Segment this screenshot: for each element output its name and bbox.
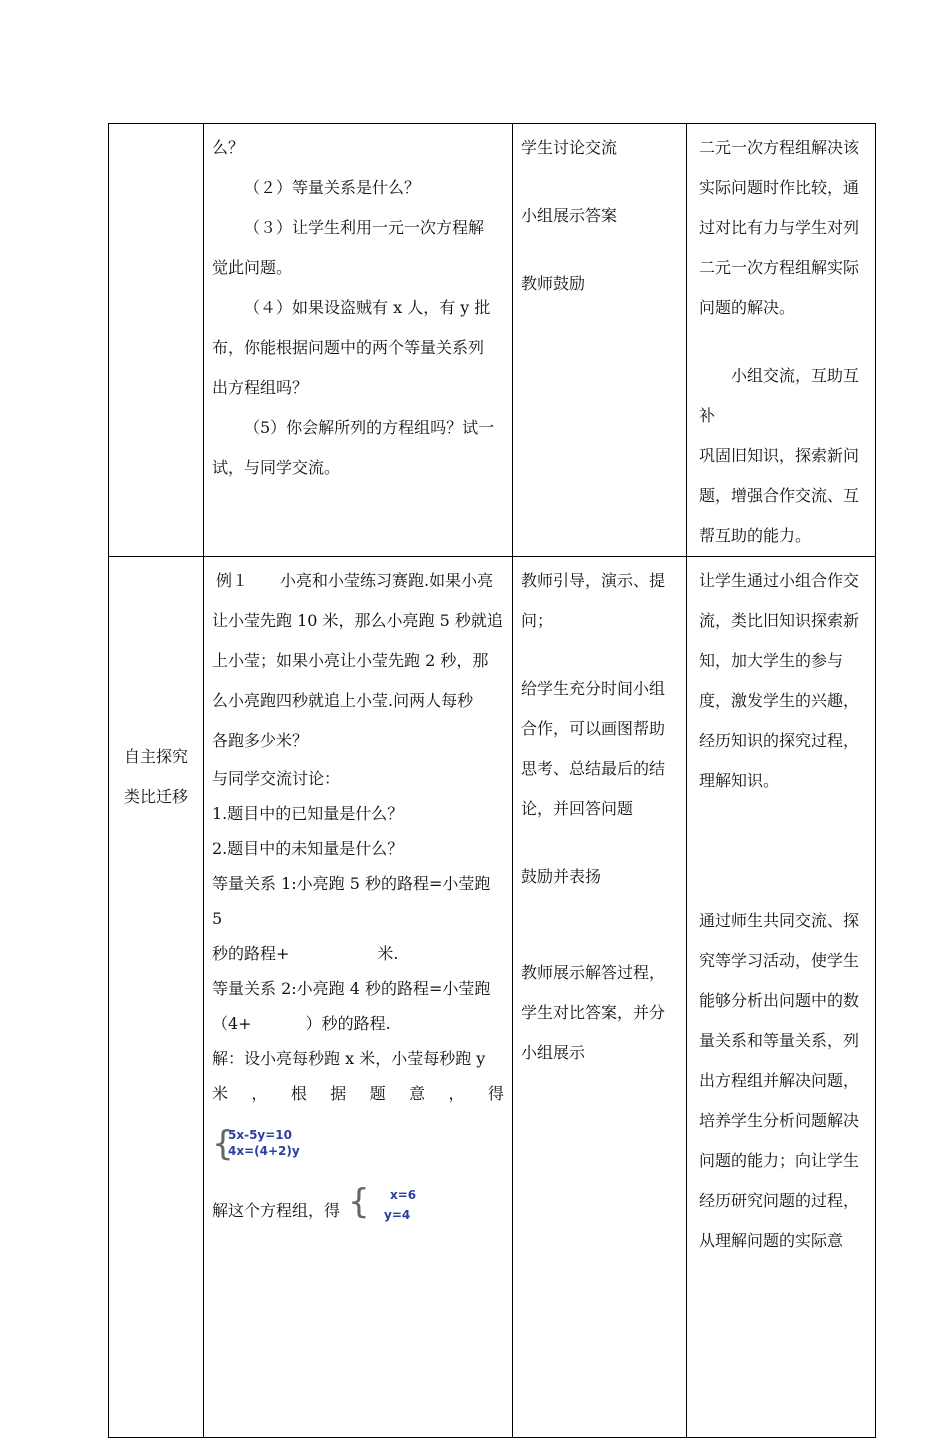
intent-line: 出方程组并解决问题，: [699, 1071, 860, 1090]
brace-icon: {: [212, 1124, 234, 1164]
activity-line: 问；: [521, 611, 554, 630]
intent-line: 知，加大学生的参与: [699, 651, 844, 670]
solution-value: x=6: [390, 1188, 417, 1202]
activity-line: 小组展示答案: [521, 206, 618, 225]
intent-line: 从理解问题的实际意: [699, 1231, 844, 1250]
activity-line: 学生对比答案，并分: [521, 1003, 666, 1022]
stage-cell: [109, 557, 204, 1438]
solution-value: y=4: [384, 1208, 411, 1222]
equation-system: [212, 1117, 504, 1179]
example-line: 各跑多少米？: [212, 731, 309, 750]
solve-line: 解：设小亮每秒跑 x 米，小莹每秒跑 y: [212, 1049, 486, 1068]
equation-line: 等量关系 2:小亮跑 4 秒的路程=小莹跑: [212, 979, 491, 998]
intent-line: 问题的能力；向让学生: [699, 1151, 860, 1170]
content-line: 出方程组吗？: [212, 378, 309, 397]
example-line: 上小莹；如果小亮让小莹先跑 2 秒，那: [212, 651, 489, 670]
intent-line: 二元一次方程组解实际: [699, 258, 860, 277]
intent-line: 过对比有力与学生对列: [699, 218, 860, 237]
intent-line: 经历研究问题的过程，: [699, 1191, 860, 1210]
equation-line: （4+ ）秒的路程.: [212, 1014, 391, 1033]
teaching-content-cell: [204, 557, 513, 1438]
discuss-line: 1.题目中的已知量是什么？: [212, 804, 404, 823]
content-line: （5）你会解所列的方程组吗？试一: [244, 418, 495, 437]
intent-line: 二元一次方程组解决该: [699, 138, 860, 157]
intent-line: 让学生通过小组合作交: [699, 571, 860, 590]
activity-line: 论，并回答问题: [521, 799, 634, 818]
activity-line: 教师引导，演示、提: [521, 571, 666, 590]
stage-label: 类比迁移: [123, 787, 188, 806]
example-line: 例１ 小亮和小莹练习赛跑.如果小亮: [216, 571, 494, 590]
system-equation: 4x=(4+2)y: [228, 1144, 300, 1158]
discuss-line: 2.题目中的未知量是什么？: [212, 839, 404, 858]
content-line: 布，你能根据问题中的两个等量关系列: [212, 338, 485, 357]
table-row: [109, 124, 876, 557]
stage-label: 自主探究: [123, 747, 188, 766]
activity-line: 教师展示解答过程，: [521, 963, 666, 982]
brace-icon: {: [348, 1182, 370, 1222]
example-line: 么小亮跑四秒就追上小莹.问两人每秒: [212, 691, 474, 710]
lesson-table: [108, 123, 876, 1438]
activity-line: 思考、总结最后的结: [521, 759, 666, 778]
activity-line: 教师鼓励: [521, 274, 586, 293]
example-line: 让小莹先跑 10 米，那么小亮跑 5 秒就追: [212, 611, 503, 630]
content-line: （４）如果设盗贼有 x 人，有 y 批: [244, 298, 491, 317]
intent-line: 究等学习活动，使学生: [699, 951, 860, 970]
intent-line: 培养学生分析问题解决: [699, 1111, 860, 1130]
intent-line: 能够分析出问题中的数: [699, 991, 860, 1010]
stage-cell-empty: [109, 124, 204, 557]
intent-line: 经历知识的探究过程，: [699, 731, 860, 750]
activity-line: 合作，可以画图帮助: [521, 719, 666, 738]
solution-line: 解这个方程组，得 { x=6 y=4: [212, 1182, 417, 1222]
discuss-line: 与同学交流讨论：: [212, 769, 341, 788]
activity-line: 小组展示: [521, 1043, 586, 1062]
intent-line: 度，激发学生的兴趣，: [699, 691, 860, 710]
intent-line: 问题的解决。: [699, 298, 796, 317]
intent-line: 小组交流，互助互补: [699, 366, 860, 425]
activity-line: 鼓励并表扬: [521, 867, 602, 886]
content-line: （３）让学生利用一元一次方程解: [244, 218, 485, 237]
intent-line: 帮互助的能力。: [699, 526, 812, 545]
activity-cell: [513, 557, 687, 1438]
discuss-line: 等量关系 1:小亮跑 5 秒的路程=小莹跑 5: [212, 874, 491, 928]
activity-line: 学生讨论交流: [521, 138, 618, 157]
intent-cell: [687, 124, 876, 557]
solve-line: 米 ， 根 据 题 意 ， 得: [212, 1084, 504, 1103]
intent-line: 流，类比旧知识探索新: [699, 611, 860, 630]
content-line: 么？: [212, 138, 245, 157]
intent-cell: [687, 557, 876, 1438]
intent-line: 通过师生共同交流、探: [699, 911, 860, 930]
table-row: [109, 557, 876, 1438]
equation-line: 秒的路程+ 米.: [212, 944, 399, 963]
content-line: 试，与同学交流。: [212, 458, 341, 477]
content-line: 觉此问题。: [212, 258, 293, 277]
teaching-content-cell: [204, 124, 513, 557]
activity-line: 给学生充分时间小组: [521, 679, 666, 698]
activity-cell: [513, 124, 687, 557]
system-equation: 5x-5y=10: [228, 1128, 292, 1142]
intent-line: 巩固旧知识，探索新问: [699, 446, 860, 465]
intent-line: 题，增强合作交流、互: [699, 486, 860, 505]
intent-line: 理解知识。: [699, 771, 780, 790]
intent-line: 量关系和等量关系，列: [699, 1031, 860, 1050]
content-line: （２）等量关系是什么？: [244, 178, 421, 197]
intent-line: 实际问题时作比较，通: [699, 178, 860, 197]
